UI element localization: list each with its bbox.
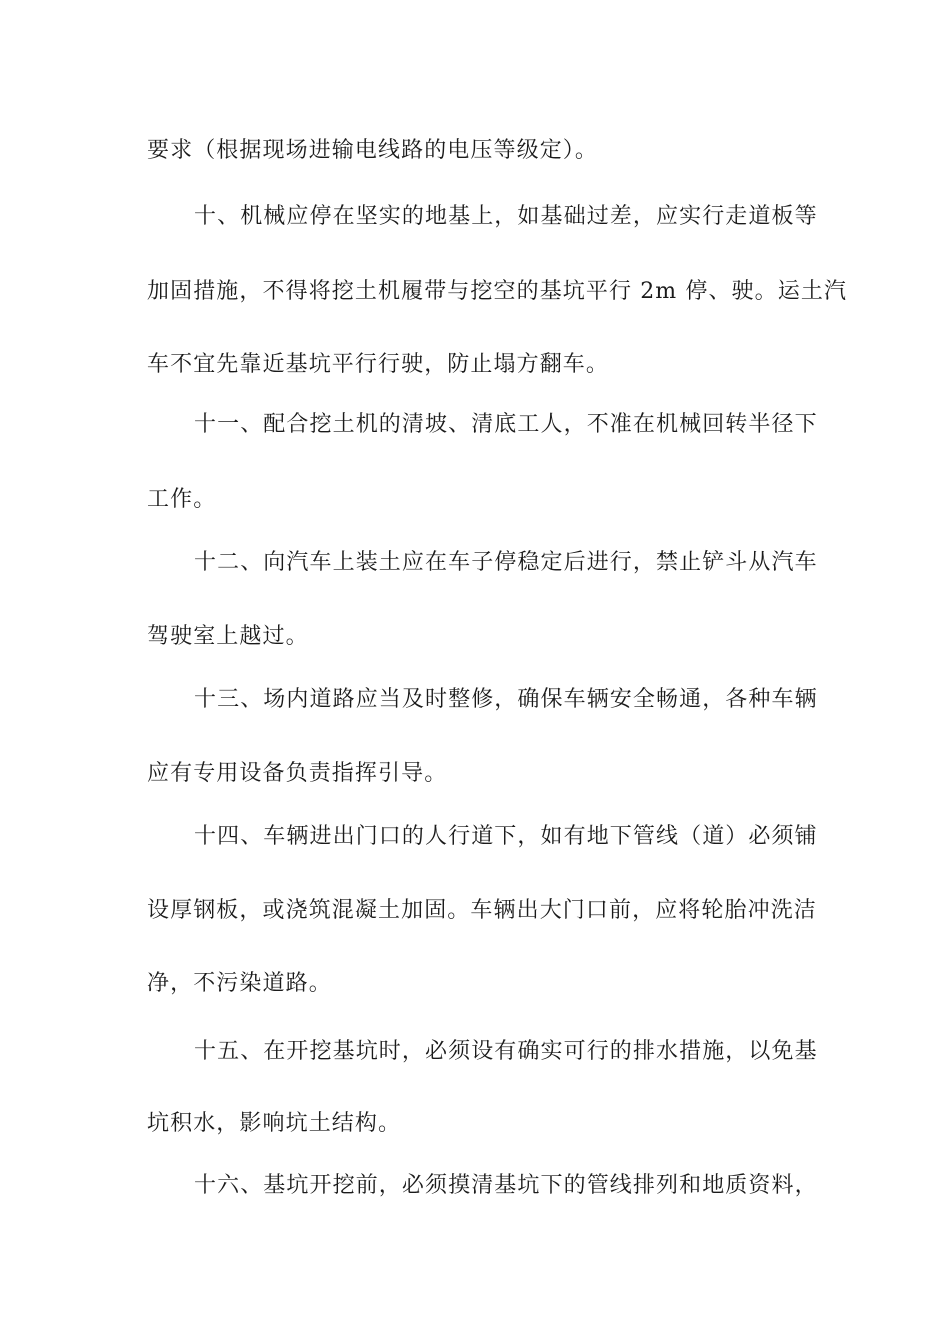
text-line: 设厚钢板，或浇筑混凝土加固。车辆出大门口前，应将轮胎冲洗洁: [147, 898, 817, 923]
paragraph-16-start: 十六、基坑开挖前，必须摸清基坑下的管线排列和地质资料，: [194, 1173, 818, 1198]
text-line: 坑积水，影响坑土结构。: [147, 1111, 402, 1136]
text-line: 净，不污染道路。: [147, 971, 332, 996]
text-line: 车不宜先靠近基坑平行行驶，防止塌方翻车。: [147, 352, 610, 377]
text-line: 加固措施，不得将挖土机履带与挖空的基坑平行 2m 停、驶。运土汽: [147, 279, 848, 304]
paragraph-12-start: 十二、向汽车上装土应在车子停稳定后进行，禁止铲斗从汽车: [194, 550, 818, 575]
paragraph-14-start: 十四、车辆进出门口的人行道下，如有地下管线（道）必须铺: [194, 824, 818, 849]
paragraph-10-start: 十、机械应停在坚实的地基上，如基础过差，应实行走道板等: [194, 204, 818, 229]
text-line: 驾驶室上越过。: [147, 624, 309, 649]
paragraph-13-start: 十三、场内道路应当及时整修，确保车辆安全畅通，各种车辆: [194, 687, 818, 712]
text-line: 要求（根据现场进输电线路的电压等级定）。: [147, 138, 599, 163]
text-line: 工作。: [147, 487, 217, 512]
paragraph-11-start: 十一、配合挖土机的清坡、清底工人，不准在机械回转半径下: [194, 412, 818, 437]
paragraph-15-start: 十五、在开挖基坑时，必须设有确实可行的排水措施，以免基: [194, 1039, 818, 1064]
text-line: 应有专用设备负责指挥引导。: [147, 761, 448, 786]
